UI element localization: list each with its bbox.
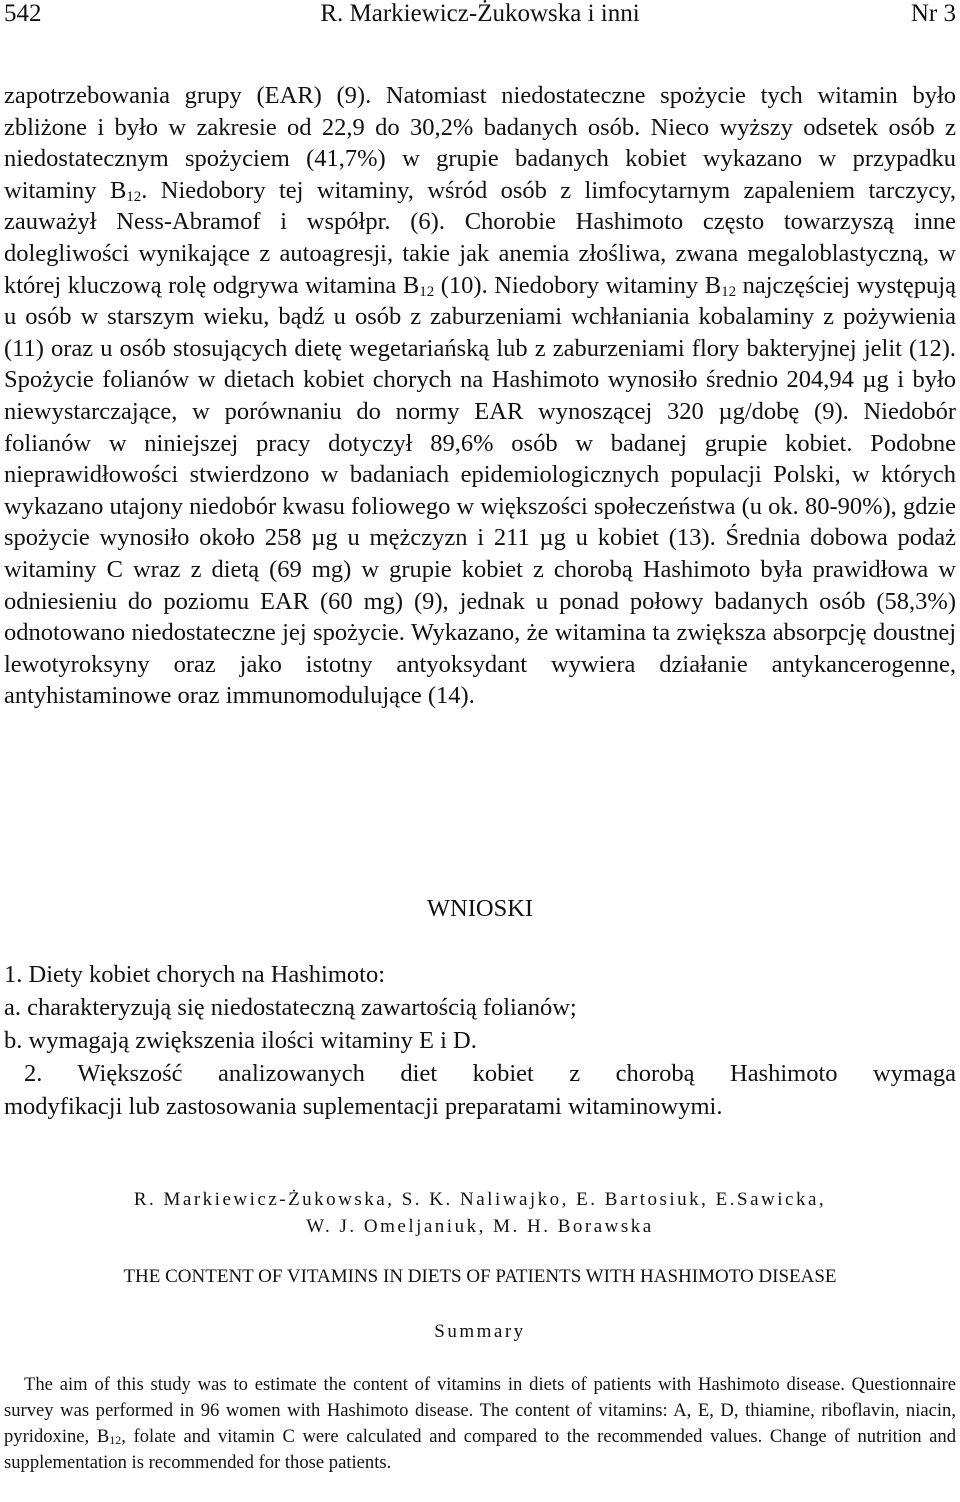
conclusion-item-1b: b. wymagają zwiększenia ilości witaminy E i D.: [4, 1027, 477, 1054]
summary-heading: Summary: [434, 1321, 526, 1342]
authors-line-2: W. J. Omeljaniuk, M. H. Borawska: [306, 1216, 654, 1237]
text-run: (10). Niedobory witaminy B: [434, 271, 722, 299]
authors-line-1: R. Markiewicz-Żukowska, S. K. Naliwajko, E. Bartosiuk, E.Sawicka,: [133, 1189, 827, 1210]
header-authors: R. Markiewicz-Żukowska i inni: [320, 0, 640, 27]
conclusions-list: [4, 958, 956, 1123]
conclusion-item-2-continued: modyfikacji lub zastosowania suplementacji preparatami witaminowymi.: [4, 1093, 723, 1120]
conclusions-heading: WNIOSKI: [426, 895, 534, 922]
running-header: [4, 0, 956, 34]
text-run: zapotrzebowania grupy (EAR) (9). Natomiast niedostateczne spożycie tych witamin było zbliżone i było w zakresie od 22,9 do 30,2% badanych osób. Nieco wyższy odsetek osób z niedostatecznym spożyciem (41,7%) w grupie badanych kobiet wykazano w przypadku witaminy B: [4, 82, 956, 204]
text-run: najczęściej występują u osób w starszym wieku, bądź u osób z zaburzeniami wchłaniania kobalaminy z pożywienia (11) oraz u osób stosujących dietę wegetariańską lub z zaburzeniami flory bakteryjnej jelit (12). Spożycie folianów w dietach kobiet chorych na Hashimoto wynosiło średnio 204,94 µg i było niewystarczające, w porównaniu do normy EAR wynoszącej 320 µg/dobę (9). Niedobór folianów w niniejszej pracy dotyczył 89,6% osób w badanej grupie kobiet. Podobne nieprawidłowości stwierdzono w badaniach epidemiologicznych populacji Polski, w których wykazano utajony niedobór kwasu foliowego w większości społeczeństwa (u ok. 80-90%), gdzie spożycie wynosiło około 258 µg u mężczyzn i 211 µg u kobiet (13). Średnia dobowa podaż witaminy C wraz z dietą (69 mg) w grupie kobiet z chorobą Hashimoto była prawidłowa w odniesieniu do poziomu EAR (60 mg) (9), jednak u ponad połowy badanych osób (58,3%) odnotowano niedostateczne jej spożycie. Wykazano, że witamina ta zwiększa absorpcję doustnej lewotyroksyny oraz jako istotny antyoksydant wywiera działanie antykancerogenne, antyhistaminowe oraz immunomodulujące (14).: [4, 271, 956, 710]
text-run: , folate and vitamin C were calculated and compared to the recommended values. Change of nutrition and supplementation is recommended for those patients.: [4, 1426, 956, 1473]
conclusion-item-1a: a. charakteryzują się niedostateczną zawartością folianów;: [4, 994, 577, 1021]
subscript: 12: [419, 283, 435, 300]
english-authors: [0, 1186, 960, 1240]
conclusion-item-1: 1. Diety kobiet chorych na Hashimoto:: [4, 961, 386, 988]
subscript: 12: [109, 1433, 122, 1447]
subscript: 12: [721, 283, 737, 300]
discussion-paragraph: [4, 80, 956, 712]
english-title: THE CONTENT OF VITAMINS IN DIETS OF PATIENTS WITH HASHIMOTO DISEASE: [123, 1266, 837, 1287]
text-run: . Niedobory tej witaminy, wśród osób z limfocytarnym zapaleniem tarczycy, zauważył Ness-Abramof i współpr. (6). Chorobie Hashimoto często towarzyszą inne dolegliwości wynikające z autoagresji, takie jak anemia złośliwa, zwana megaloblastyczną, w której kluczową rolę odgrywa witamina B: [4, 176, 956, 299]
subscript: 12: [126, 188, 142, 205]
journal-issue: Nr 3: [910, 0, 956, 27]
page-number: 542: [4, 0, 42, 27]
conclusion-item-2: 2. Większość analizowanych diet kobiet z chorobą Hashimoto wymaga: [24, 1060, 956, 1087]
text-run: The aim of this study was to estimate the content of vitamins in diets of patients with Hashimoto disease. Questionnaire survey was performed in 96 women with Hashimoto disease. The content of vitamins: A, E, D, thiamine, riboflavin, niacin, pyridoxine, B: [4, 1374, 956, 1447]
summary-paragraph: [4, 1372, 956, 1476]
